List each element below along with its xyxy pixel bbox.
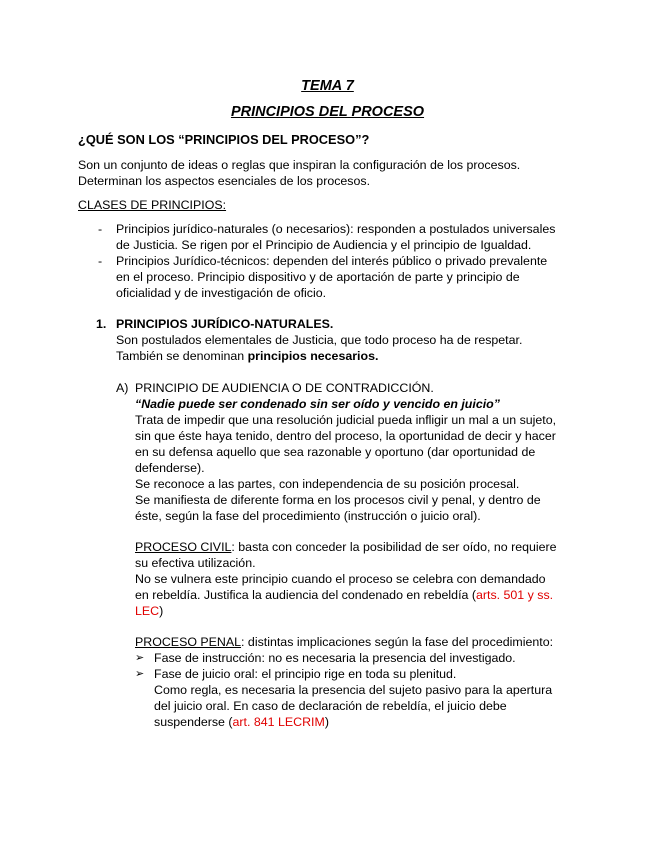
penal-continuation-2: del juicio oral. En caso de declaración de rebeldía, el juicio debe <box>154 699 507 713</box>
audiencia-para-line-1: Trata de impedir que una resolución judicial pueda infligir un mal a un sujeto, <box>135 413 557 427</box>
audiencia-para-line-6: Se manifiesta de diferente forma en los procesos civil y penal, y dentro de <box>135 493 541 507</box>
topic-number: TEMA 7 <box>301 78 354 94</box>
penal-continuation-3-text: suspenderse ( <box>154 715 233 729</box>
penal-bullet-2: Fase de juicio oral: el principio rige en toda su plenitud. <box>154 667 457 681</box>
audiencia-quote: “Nadie puede ser condenado sin ser oído y vencido en juicio” <box>135 397 500 411</box>
proceso-civil-line-3: No se vulnera este principio cuando el proceso se celebra con demandado <box>135 572 546 586</box>
question-heading: ¿QUÉ SON LOS “PRINCIPIOS DEL PROCESO”? <box>78 132 370 147</box>
section-1-line-1: Son postulados elementales de Justicia, que todo proceso ha de respetar. <box>116 333 523 347</box>
penal-continuation-1: Como regla, es necesaria la presencia del sujeto pasivo para la apertura <box>154 683 553 697</box>
proceso-civil-line-4-text: en rebeldía. Justifica la audiencia del condenado en rebeldía ( <box>135 588 476 602</box>
proceso-civil-line-2: su efectiva utilización. <box>135 556 256 570</box>
penal-continuation-3-close: ) <box>324 715 329 729</box>
proceso-penal-label: PROCESO PENAL <box>135 635 242 649</box>
dash-bullet-1: - <box>98 222 103 236</box>
proceso-civil-line-4 <box>135 587 553 603</box>
intro-line-2: Determinan los aspectos esenciales de los procesos. <box>78 174 371 188</box>
proceso-civil-line-5-close: ) <box>159 604 164 618</box>
proceso-civil-label: PROCESO CIVIL <box>135 540 232 554</box>
clases-item-2-line-1: Principios Jurídico-técnicos: dependen del interés público o privado prevalente <box>116 254 548 268</box>
section-1-number: 1. <box>96 317 107 331</box>
lec-reference-part-2: LEC <box>135 604 160 618</box>
clases-item-1-line-2: de Justicia. Se rigen por el Principio de Audiencia y el principio de Igualdad. <box>116 238 532 252</box>
principios-necesarios-bold: principios necesarios. <box>247 349 379 363</box>
clases-heading: CLASES DE PRINCIPIOS: <box>78 198 227 212</box>
audiencia-para-line-4: defenderse). <box>135 461 205 475</box>
clases-item-2-line-2: en el proceso. Principio dispositivo y de aportación de parte y principio de <box>116 270 520 284</box>
section-1-line-2-text: También se denominan <box>116 349 248 363</box>
dash-bullet-2: - <box>98 254 103 268</box>
arrow-bullet-icon: ➢ <box>135 651 145 664</box>
lecrim-reference: art. 841 LECRIM <box>232 715 325 729</box>
penal-continuation-3 <box>154 714 329 730</box>
audiencia-para-line-2: sin que éste haya tenido, dentro del proceso, la oportunidad de decir y hacer <box>135 429 556 443</box>
section-1-line-2 <box>116 348 378 364</box>
lec-reference-part-1: arts. 501 y ss. <box>475 588 554 602</box>
audiencia-para-line-5: Se reconoce a las partes, con independencia de su posición procesal. <box>135 477 520 491</box>
proceso-civil-line-1-rest: : basta con conceder la posibilidad de ser oído, no requiere <box>231 540 557 554</box>
arrow-bullet-icon: ➢ <box>135 667 145 680</box>
proceso-civil-line-5 <box>135 603 163 619</box>
clases-item-2-line-3: oficialidad y de investigación de oficio. <box>116 286 327 300</box>
subsection-a-letter: A) <box>116 381 129 395</box>
proceso-civil-line-1 <box>135 539 557 555</box>
audiencia-para-line-3: en su defensa aquello que sea razonable y oportuno (dar oportunidad de <box>135 445 536 459</box>
penal-bullet-1: Fase de instrucción: no es necesaria la presencia del investigado. <box>154 651 516 665</box>
audiencia-para-line-7: éste, según la fase del procedimiento (instrucción o juicio oral). <box>135 509 481 523</box>
clases-item-1-line-1: Principios jurídico-naturales (o necesarios): responden a postulados universales <box>116 222 556 236</box>
proceso-penal-line-1 <box>135 634 553 650</box>
proceso-penal-line-1-rest: : distintas implicaciones según la fase del procedimiento: <box>241 635 554 649</box>
subsection-a-heading: PRINCIPIO DE AUDIENCIA O DE CONTRADICCIÓN. <box>135 381 434 395</box>
page-title: PRINCIPIOS DEL PROCESO <box>230 104 425 120</box>
section-1-heading: PRINCIPIOS JURÍDICO-NATURALES. <box>116 317 334 331</box>
intro-line-1: Son un conjunto de ideas o reglas que inspiran la configuración de los procesos. <box>78 158 521 172</box>
